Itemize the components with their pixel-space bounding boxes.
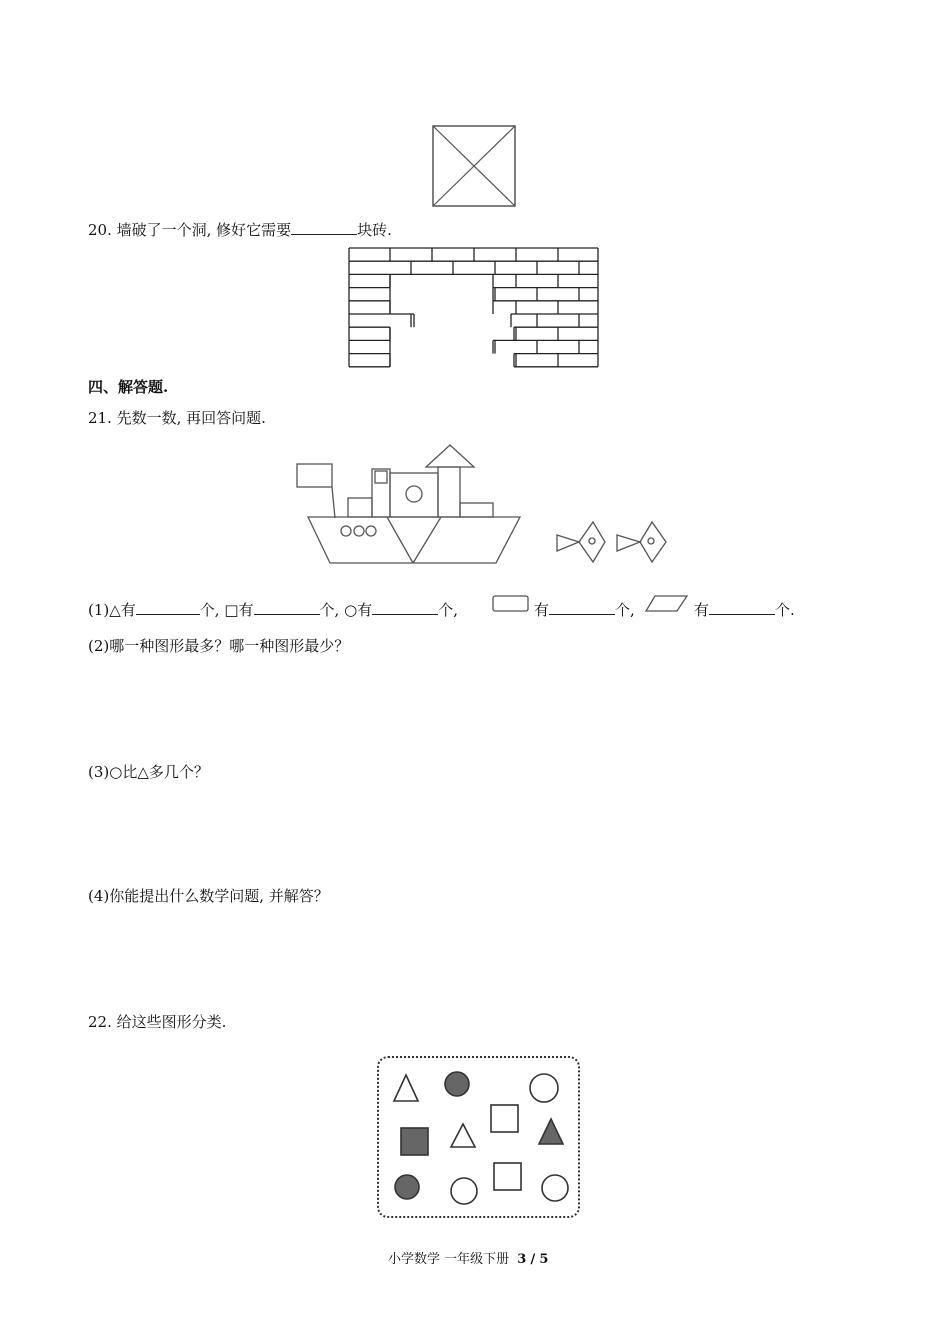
parallelogram-shape-icon bbox=[645, 595, 689, 613]
triangle-filled-1 bbox=[539, 1119, 563, 1144]
boat-hull bbox=[308, 517, 520, 563]
triangle-label: △有 bbox=[109, 601, 136, 619]
square-outline-2 bbox=[494, 1163, 521, 1190]
ge-2: 个, bbox=[319, 601, 340, 619]
small-block bbox=[348, 498, 372, 517]
shapes-classification-figure bbox=[376, 1055, 582, 1220]
brick-wall-figure bbox=[348, 247, 600, 365]
q22-intro: 22. 给这些图形分类. bbox=[88, 1013, 227, 1031]
rectangle-shape-icon bbox=[492, 595, 530, 613]
q21-part3: (3)○比△多几个？ bbox=[88, 763, 209, 781]
main-cabin bbox=[390, 473, 438, 517]
triangle-outline-1 bbox=[394, 1075, 418, 1101]
rectangle-label: 有 bbox=[534, 601, 550, 619]
footer-total-pages: 5 bbox=[539, 1252, 549, 1267]
right-block bbox=[460, 503, 493, 517]
section-heading: 四、解答题. bbox=[88, 378, 169, 396]
parallelogram-label: 有 bbox=[694, 601, 710, 619]
chimney bbox=[438, 467, 460, 517]
triangle-outline-2 bbox=[451, 1124, 475, 1147]
triangle-count-blank[interactable] bbox=[136, 600, 200, 615]
square-count-blank[interactable] bbox=[254, 600, 320, 615]
ge-3: 个, bbox=[438, 601, 458, 619]
ge-4: 个, bbox=[615, 601, 635, 619]
circle-label: ○有 bbox=[344, 601, 373, 619]
fish-1-body bbox=[579, 522, 605, 562]
circle-outline-3 bbox=[542, 1175, 568, 1201]
fish-2-body bbox=[640, 522, 666, 562]
q20-text-before: 20. 墙破了一个洞, 修好它需要 bbox=[88, 221, 292, 239]
q21-part1-para bbox=[694, 600, 795, 620]
circle-filled-2 bbox=[395, 1175, 419, 1199]
q21-part1-rect bbox=[534, 600, 635, 620]
rectangle-count-blank[interactable] bbox=[549, 600, 615, 615]
circle-filled-1 bbox=[445, 1072, 469, 1096]
boat-and-fish-figure bbox=[295, 443, 675, 568]
roof-triangle bbox=[426, 445, 474, 467]
q20-text-after: 块砖. bbox=[357, 221, 392, 239]
q21-part4: (4)你能提出什么数学问题, 并解答？ bbox=[88, 887, 329, 905]
cabin-circle bbox=[406, 486, 422, 502]
circle-outline-1 bbox=[530, 1074, 558, 1102]
fish-2-tail bbox=[617, 535, 640, 551]
footer-page-number: 3 bbox=[517, 1252, 527, 1267]
footer-separator: / bbox=[530, 1252, 536, 1267]
flag-rectangle bbox=[297, 464, 332, 487]
fish-1-tail bbox=[557, 535, 579, 551]
square-outline-1 bbox=[491, 1105, 518, 1132]
circle-count-blank[interactable] bbox=[372, 600, 438, 615]
q20-question bbox=[88, 220, 392, 240]
ge-1: 个, bbox=[199, 601, 220, 619]
flag-pole bbox=[332, 487, 335, 518]
q21-part2: (2)哪一种图形最多？哪一种图形最少？ bbox=[88, 637, 350, 655]
footer-subject: 小学数学 一年级下册 bbox=[388, 1252, 510, 1267]
square-diagonals-figure bbox=[432, 125, 516, 207]
tower-window-square bbox=[375, 471, 387, 483]
porthole-3 bbox=[366, 526, 376, 536]
q20-answer-blank[interactable] bbox=[291, 220, 357, 235]
circle-outline-2 bbox=[451, 1178, 477, 1204]
square-label: □有 bbox=[224, 601, 254, 619]
ge-end: 个. bbox=[775, 601, 795, 619]
q21-part1 bbox=[88, 600, 458, 620]
page-footer bbox=[388, 1248, 548, 1267]
square-filled-1 bbox=[401, 1128, 428, 1155]
porthole-2 bbox=[354, 526, 364, 536]
parallelogram-count-blank[interactable] bbox=[709, 600, 775, 615]
porthole-1 bbox=[341, 526, 351, 536]
q21-p1-prefix: (1) bbox=[88, 601, 110, 619]
q21-intro: 21. 先数一数, 再回答问题. bbox=[88, 409, 266, 427]
